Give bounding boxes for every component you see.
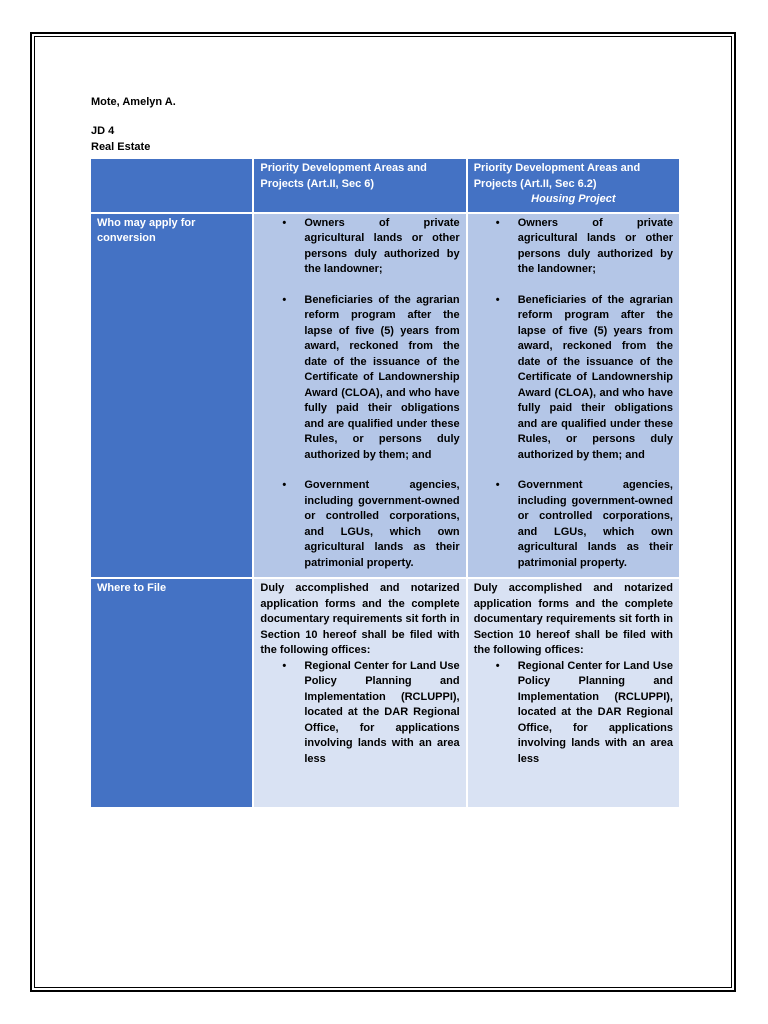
column-title: Priority Development Areas and Projects (Art.II, Sec 6) bbox=[260, 162, 427, 190]
column-header-sec6-2 bbox=[468, 159, 679, 212]
list-item: • Regional Center for Land Use Policy Planning and Implementation (RCLUPPI), located at the DAR Regional Office, for applications involving lands with an area less bbox=[518, 659, 673, 768]
paragraph: Duly accomplished and notarized application forms and the complete documentary requirements sit forth in Section 10 hereof shall be filed with the following offices: bbox=[473, 582, 673, 656]
author-name: Mote, Amelyn A. bbox=[91, 96, 176, 108]
bullet-list bbox=[260, 216, 459, 572]
bullet-list bbox=[474, 216, 673, 572]
list-item: • Government agencies, including government-owned or controlled corporations, and LGUs, which own agricultural lands as their patrimonial property. bbox=[304, 478, 459, 571]
column-title: Priority Development Areas and Projects (Art.II, Sec 6.2) bbox=[473, 162, 641, 190]
list-item: • Regional Center for Land Use Policy Planning and Implementation (RCLUPPI), located at the DAR Regional Office, for applications involving lands with an area less bbox=[304, 659, 459, 768]
table-row bbox=[91, 579, 679, 807]
row-cell-sec6 bbox=[254, 214, 465, 578]
row-cell-sec6-2 bbox=[468, 579, 679, 807]
row-label: Where to File bbox=[91, 579, 252, 807]
table-header-row bbox=[91, 159, 679, 212]
list-item: • Government agencies, including government-owned or controlled corporations, and LGUs, which own agricultural lands as their patrimonial property. bbox=[518, 478, 673, 571]
comparison-table bbox=[91, 159, 679, 807]
list-item: • Beneficiaries of the agrarian reform program after the lapse of five (5) years from award, reckoned from the date of the issuance of the Certificate of Landownership Award (CLOA), and who have fully paid their obligations and are qualified under these Rules, or persons duly authorized by them; and bbox=[518, 293, 673, 464]
list-item: • Beneficiaries of the agrarian reform program after the lapse of five (5) years from award, reckoned from the date of the issuance of the Certificate of Landownership Award (CLOA), and who have fully paid their obligations and are qualified under these Rules, or persons duly authorized by them; and bbox=[304, 293, 459, 464]
bullet-list bbox=[260, 659, 459, 768]
list-item: • Owners of private agricultural lands or other persons duly authorized by the landowner; bbox=[304, 216, 459, 278]
header-empty-cell bbox=[91, 159, 252, 212]
course-label: JD 4 bbox=[91, 125, 115, 137]
column-header-sec6 bbox=[254, 159, 465, 212]
row-cell-sec6-2 bbox=[468, 214, 679, 578]
row-cell-sec6 bbox=[254, 579, 465, 807]
row-label: Who may apply for conversion bbox=[91, 214, 252, 578]
table-row bbox=[91, 214, 679, 578]
subject-label: Real Estate bbox=[91, 141, 151, 153]
paragraph: Duly accomplished and notarized application forms and the complete documentary requirements sit forth in Section 10 hereof shall be filed with the following offices: bbox=[260, 582, 460, 656]
column-subtitle: Housing Project bbox=[531, 193, 616, 205]
bullet-list bbox=[474, 659, 673, 768]
list-item: • Owners of private agricultural lands or other persons duly authorized by the landowner; bbox=[518, 216, 673, 278]
